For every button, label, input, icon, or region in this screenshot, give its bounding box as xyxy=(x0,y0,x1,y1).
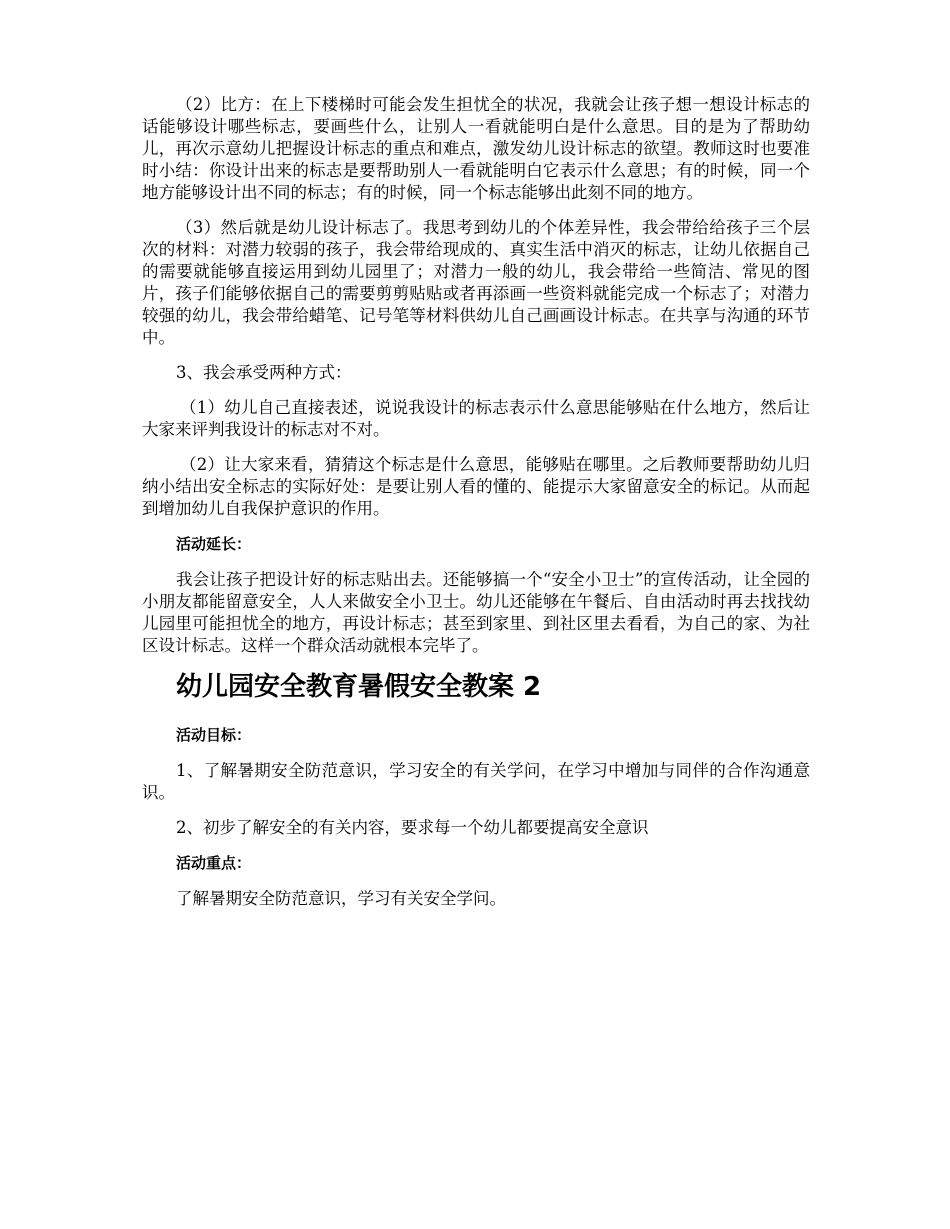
paragraph-goal-2: 2、初步了解安全的有关内容，要求每一个幼儿都要提高安全意识 xyxy=(176,818,649,837)
paragraph-extension: 我会让孩子把设计好的标志贴出去。还能够搞一个“安全小卫士”的宣传活动，让全园的小朋友都能留意安全，人人来做安全小卫士。幼儿还能够在午餐后、自由活动时再去找找幼儿园里可能担忧全的地方，再设计标志；甚至到家里、到社区里去看看，为自己的家、为社区设计标志。这样一个群众活动就根本完毕了。 xyxy=(142,570,810,655)
document-page xyxy=(142,94,810,923)
paragraph-design-materials: （3）然后就是幼儿设计标志了。我思考到幼儿的个体差异性，我会带给给孩子三个层次的材料：对潜力较弱的孩子，我会带给现成的、真实生活中消灭的标志，让幼儿依据自己的需要就能够直接运用到幼儿园里了；对潜力一般的幼儿，我会带给一些简洁、常见的图片，孩子们能够依据自己的需要剪剪贴贴或者再添画一些资料就能完成一个标志了；对潜力较强的幼儿，我会带给蜡笔、记号笔等材料供幼儿自己画画设计标志。在共享与沟通的环节中。 xyxy=(142,218,810,347)
paragraph-focus: 了解暑期安全防范意识，学习有关安全学问。 xyxy=(176,889,506,908)
section-title: 幼儿园安全教育暑假安全教案 2 xyxy=(176,672,542,702)
paragraph-example: （2）比方：在上下楼梯时可能会发生担忧全的状况，我就会让孩子想一想设计标志的话能够设计哪些标志，要画些什么，让别人一看就能明白是什么意思。目的是为了帮助幼儿，再次示意幼儿把握设计标志的重点和难点，激发幼儿设计标志的欲望。教师这时也要准时小结：你设计出来的标志是要帮助别人一看就能明白它表示什么意思；有的时候，同一个地方能够设计出不同的标志；有的时候，同一个标志能够出此刻不同的地方。 xyxy=(142,95,810,202)
paragraph-way-2: （2）让大家来看，猜猜这个标志是什么意思，能够贴在哪里。之后教师要帮助幼儿归纳小结出安全标志的实际好处：是要让别人看的懂的、能提示大家留意安全的标记。从而起到增加幼儿自我保护意识的作用。 xyxy=(142,455,810,518)
paragraph-two-ways: 3、我会承受两种方式： xyxy=(176,363,352,382)
paragraph-way-1: （1）幼儿自己直接表述，说说我设计的标志表示什么意思能够贴在什么地方，然后让大家来评判我设计的标志对不对。 xyxy=(142,398,810,439)
label-activity-extension: 活动延长： xyxy=(176,535,252,553)
paragraph-goal-1: 1、了解暑期安全防范意识，学习安全的有关学问，在学习中增加与同伴的合作沟通意识。 xyxy=(142,761,810,802)
label-activity-goals: 活动目标： xyxy=(176,726,252,744)
label-activity-focus: 活动重点： xyxy=(176,854,252,872)
